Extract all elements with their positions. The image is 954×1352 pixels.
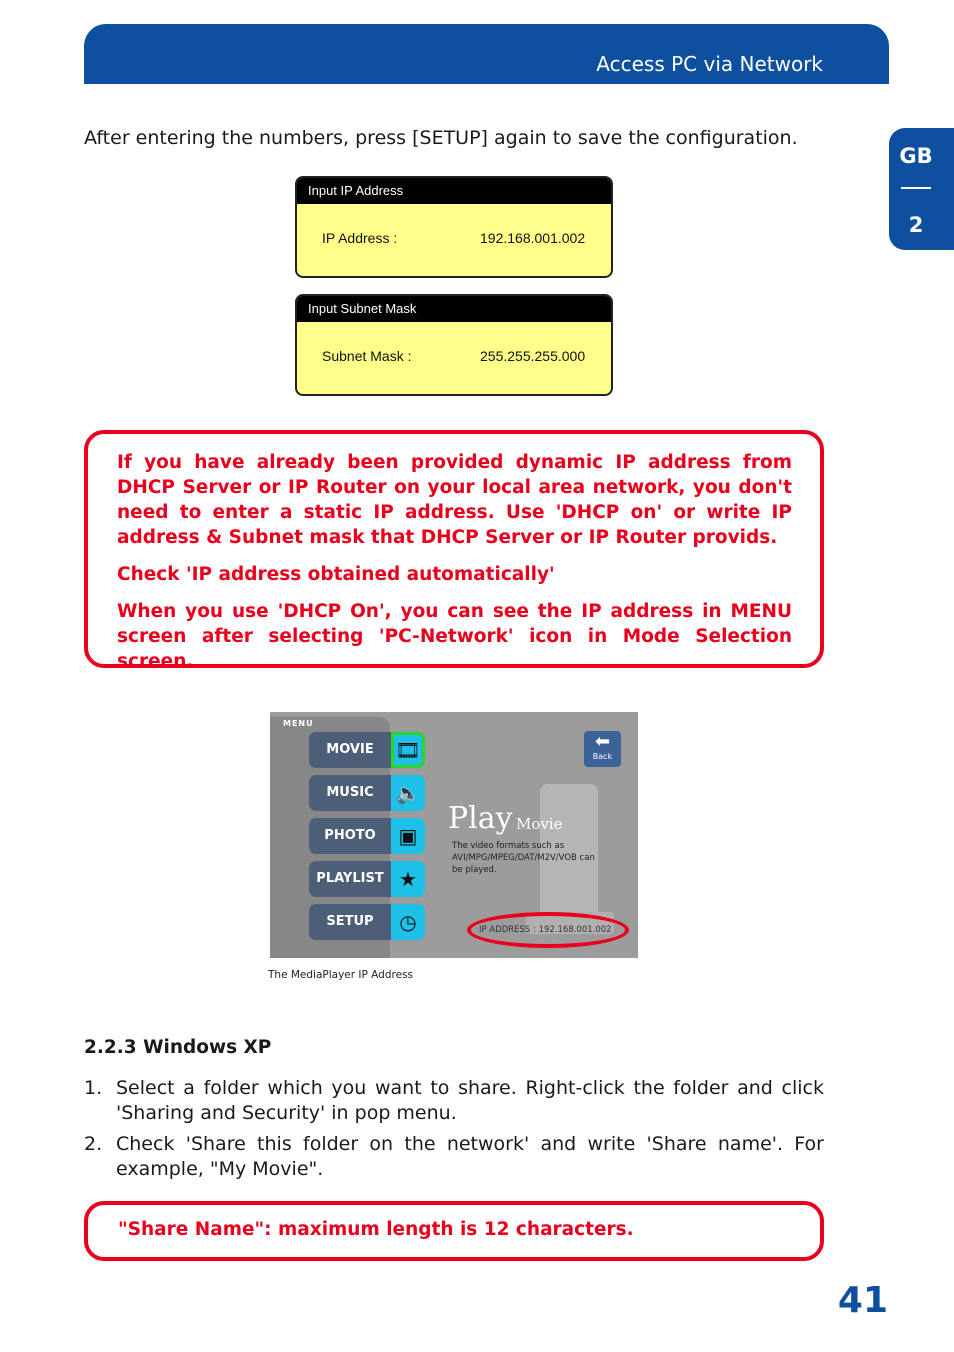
list-item	[84, 1076, 824, 1126]
ip-address-readout: IP ADDRESS : 192.168.001.002	[479, 925, 612, 935]
header-title: Access PC via Network	[596, 52, 823, 76]
dhcp-note-paragraph: If you have already been provided dynamic IP address from DHCP Server or IP Router on your local area network, you don't need to enter a static IP address. Use 'DHCP on' or write IP address & Subnet mask that DHCP Server or IP Router provids.	[117, 452, 792, 548]
dhcp-note-check: Check 'IP address obtained automatically'	[117, 564, 555, 585]
ip-highlight-ring	[467, 912, 629, 948]
share-name-note-box	[84, 1201, 824, 1261]
back-label: Back	[592, 752, 613, 761]
instruction-list	[84, 1076, 824, 1182]
tab-divider	[901, 187, 931, 189]
play-description: The video formats such as AVI/MPG/MPEG/DAT/M2V/VOB can be played.	[452, 841, 595, 875]
share-name-note: "Share Name": maximum length is 12 characters.	[118, 1219, 634, 1240]
clock-icon: ◷	[391, 904, 425, 940]
osd-subnet-mask-dialog	[295, 294, 613, 396]
osd-subnet-title: Input Subnet Mask	[297, 296, 611, 322]
chapter-number: 2	[908, 213, 924, 237]
osd-ip-address-dialog	[295, 176, 613, 278]
language-code: GB	[899, 144, 933, 168]
play-subtitle: Movie	[516, 815, 563, 833]
dhcp-note-box	[84, 430, 824, 672]
menu-item-movie: MOVIE	[309, 732, 391, 768]
step-number: 2.	[84, 1133, 103, 1155]
osd-ip-title: Input IP Address	[297, 178, 611, 204]
page-header-bar	[84, 24, 889, 84]
menu-item-photo: PHOTO	[309, 818, 391, 854]
step-text: Select a folder which you want to share. Right-click the folder and click 'Sharing and Security' in pop menu.	[116, 1077, 824, 1124]
box-icon: ★	[391, 861, 425, 897]
osd-ip-value: 192.168.001.002	[480, 230, 586, 246]
page-number: 41	[837, 1280, 888, 1321]
step-number: 1.	[84, 1077, 103, 1099]
osd-subnet-value: 255.255.255.000	[480, 348, 586, 364]
step-text: Check 'Share this folder on the network' and write 'Share name'. For example, "My Movie".	[116, 1133, 824, 1180]
intro-paragraph: After entering the numbers, press [SETUP] again to save the configuration.	[84, 127, 798, 149]
menu-item-setup: SETUP	[309, 904, 391, 940]
play-title: Play	[448, 801, 513, 836]
chapter-side-tab	[889, 128, 954, 250]
menu-item-music: MUSIC	[309, 775, 391, 811]
section-heading: 2.2.3 Windows XP	[84, 1037, 272, 1058]
menu-label: MENU	[283, 719, 314, 728]
screenshot-caption: The MediaPlayer IP Address	[268, 969, 413, 981]
speaker-icon: 🔈	[391, 775, 425, 811]
film-icon: 🎞	[391, 732, 425, 768]
camera-icon: ▣	[391, 818, 425, 854]
back-arrow-icon: ⬅	[594, 731, 611, 752]
mediaplayer-menu-screenshot	[270, 712, 638, 958]
menu-item-playlist: PLAYLIST	[309, 861, 391, 897]
back-button	[584, 731, 621, 767]
osd-subnet-label: Subnet Mask :	[322, 348, 412, 364]
dhcp-note-menu-hint: When you use 'DHCP On', you can see the IP address in MENU screen after selecting 'PC-Network' icon in Mode Selection screen.	[117, 601, 792, 672]
list-item	[84, 1132, 824, 1182]
osd-ip-label: IP Address :	[322, 230, 398, 246]
